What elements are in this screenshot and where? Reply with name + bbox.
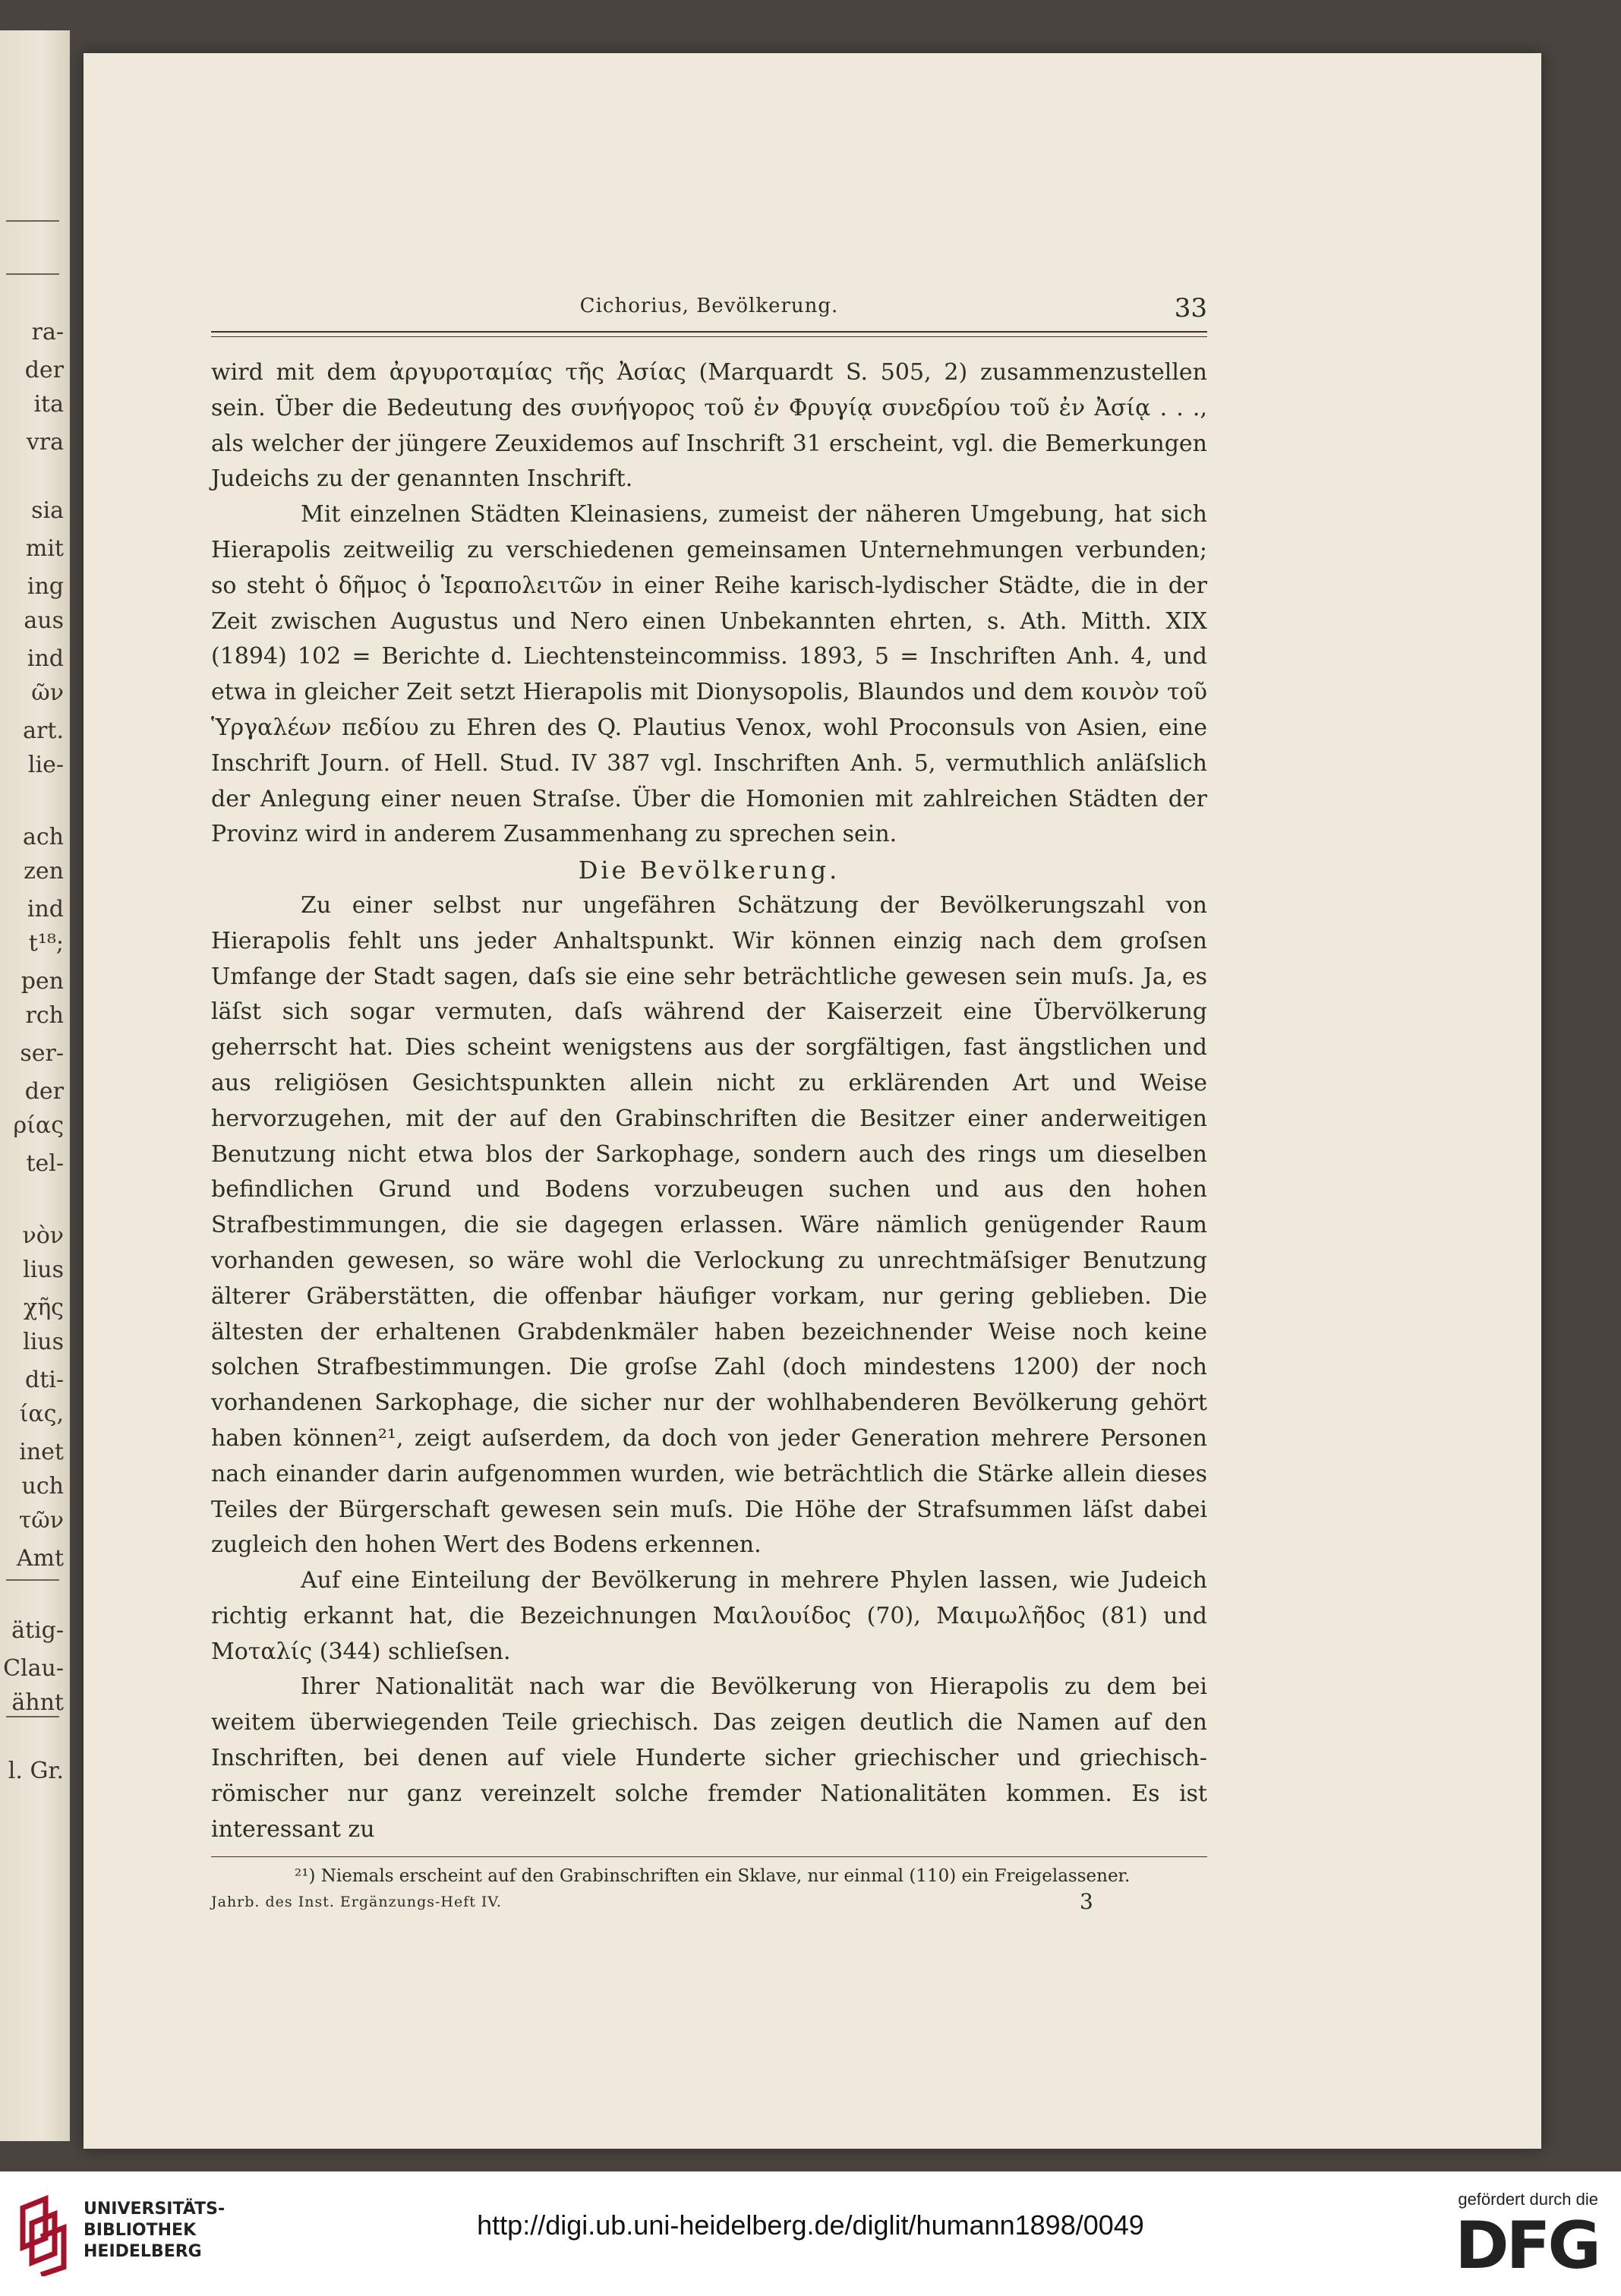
facing-page-fragment: der	[24, 357, 64, 383]
facing-page-fragment: χῆς	[24, 1295, 64, 1321]
facing-page-fragment: sia	[31, 497, 64, 524]
facing-page-fragment: aus	[24, 607, 64, 634]
facing-page-fragment: pen	[20, 968, 64, 995]
paragraph: Ihrer Nationalität nach war die Bevölkerung von Hierapolis zu dem bei weitem überwiegenden Teile griechisch. Das zeigen deutlich die Namen auf den Inschriften, bei denen auf viele Hunderte sicher griechischer und griechisch-römischer nur ganz vereinzelt solche fremder Nationalitäten kommen. Es ist interessant zu	[211, 1673, 1207, 1843]
facing-page-strip	[0, 30, 70, 2141]
page-number: 33	[1174, 293, 1207, 323]
sheet-signature	[211, 1891, 1207, 1916]
library-name-line: HEIDELBERG	[84, 2242, 202, 2261]
facing-page-fragment: ita	[33, 391, 64, 418]
facing-page-fragment: ind	[27, 896, 64, 922]
facing-page-fragment: ra-	[31, 319, 64, 345]
footnote-divider	[211, 1856, 1207, 1857]
facing-page-fragment: t¹⁸;	[28, 930, 64, 957]
facing-page-fragment: rch	[25, 1002, 64, 1029]
facing-page-fragment: ind	[27, 645, 64, 672]
library-name-line: UNIVERSITÄTS-	[84, 2200, 225, 2219]
paragraph: wird mit dem ἀργυροταμίας τῆς Ἀσίας (Marquardt S. 505, 2) zusammenzustellen sein. Über die Bedeutung des συνήγορος τοῦ ἐν Φρυγίᾳ συνεδρίου τοῦ ἐν Ἀσίᾳ . . ., als welcher der jüngere Zeuxidemos auf Inschrift 31 erscheint, vgl. die Bemerkungen Judeichs zu der genannten Inschrift.	[211, 359, 1207, 493]
facing-page-fragment: ach	[22, 824, 64, 850]
running-title: Cichorius, Bevölkerung.	[579, 295, 839, 317]
paragraph: Mit einzelnen Städten Kleinasiens, zumeist der näheren Umgebung, hat sich Hierapolis zeitweilig zu verschiedenen gemeinsamen Unternehmungen verbunden; so steht ὁ δῆμος ὁ Ἱεραπολειτῶν in einer Reihe karisch-lydischer Städte, die in der Zeit zwischen Augustus und Nero einen Unbekannten ehrten, s. Ath. Mitth. XIX (1894) 102 = Berichte d. Liechtensteincommiss. 1893, 5 = Inschriften Anh. 4, und etwa in gleicher Zeit setzt Hierapolis mit Dionysopolis, Blaundos und dem κοινὸν τοῦ Ὑργαλέων πεδίου zu Ehren des Q. Plautius Venox, wohl Proconsuls von Asien, eine Inschrift Journ. of Hell. Stud. IV 387 vgl. Inschriften Anh. 5, vermuthlich anläſslich der Anlegung einer neuen Straſse. Über die Homonien mit zahlreichen Städten der Provinz wird in anderem Zusammenhang zu sprechen sein.	[211, 501, 1207, 848]
facing-page-fragment: zen	[24, 858, 64, 885]
book-page	[84, 53, 1541, 2149]
source-url-link[interactable]: http://digi.ub.uni-heidelberg.de/diglit/humann1898/0049	[477, 2209, 1144, 2241]
facing-page-fragment: νὸν	[22, 1222, 64, 1249]
facing-page-fragment: ätig-	[11, 1617, 64, 1644]
page-content	[211, 289, 1207, 1916]
facing-page-fragment: ing	[27, 573, 64, 600]
dfg-logo-text: DFG	[1455, 2208, 1598, 2284]
paragraph: Zu einer selbst nur ungefähren Schätzung der Bevölkerungszahl von Hierapolis fehlt uns jeder Anhaltspunkt. Wir können einzig nach dem groſsen Umfange der Stadt sagen, daſs sie eine sehr beträchtliche gewesen sein muſs. Ja, es läſst sich sogar vermuten, daſs während der Kaiserzeit eine Übervölkerung geherrscht hat. Dies scheint wenigstens aus der sorgfältigen, fast ängstlichen und aus religiösen Gesichtspunkten allein nicht zu erklärenden Art und Weise hervorzugehen, mit der auf den Grabinschriften die Besitzer einer anderweitigen Benutzung nicht etwa blos der Sarkophage, sondern auch des rings um dieselben befindlichen Grund und Bodens vorzubeugen suchen und aus den hohen Strafbestimmungen, die sie dagegen erlassen. Wäre nämlich genügender Raum vorhanden gewesen, so wäre wohl die Verlockung zu unrechtmäſsiger Benutzung älterer Gräberstätten, die offenbar häufiger vorkam, nur gering geblieben. Die ältesten der erhaltenen Grabdenkmäler haben bezeichnender Weise noch keine solchen Strafbestimmungen. Die groſse Zahl (doch mindestens 1200) der noch vorhandenen Sarkophage, die sicher nur der wohlhabenderen Bevölkerung gehört haben können²¹, zeigt auſserdem, da doch von jeder Generation mehrere Personen nach einander darin aufgenommen wurden, wie beträchtlich die Stärke allein dieses Teiles der Bürgerschaft gewesen sein muſs. Die Höhe der Strafsummen läſst dabei zugleich den hohen Wert des Bodens erkennen.	[211, 891, 1207, 1559]
footnote: ²¹) Niemals erscheint auf den Grabinschriften ein Sklave, nur einmal (110) ein Freigelassener.	[295, 1866, 1131, 1887]
facing-page-fragment: lie-	[27, 752, 64, 778]
viewer-footer	[0, 2171, 1621, 2296]
facing-page-fragment: uch	[21, 1473, 64, 1500]
facing-page-rule	[6, 273, 59, 275]
facing-page-fragment: τῶν	[18, 1507, 64, 1534]
facing-page-fragment: ῶν	[31, 680, 64, 706]
facing-page-fragment: ίας,	[19, 1401, 64, 1427]
facing-page-fragment: tel-	[26, 1150, 64, 1177]
facing-page-fragment: lius	[23, 1329, 64, 1355]
facing-page-fragment: dti-	[25, 1367, 64, 1393]
library-name-line: BIBLIOTHEK	[84, 2221, 197, 2240]
facing-page-fragment: ser-	[20, 1040, 64, 1067]
facing-page-fragment: ρίας	[13, 1112, 64, 1139]
facing-page-fragment: mit	[25, 535, 64, 562]
facing-page-fragment: inet	[19, 1439, 64, 1465]
body-text	[211, 355, 1207, 1847]
facing-page-fragment: vra	[26, 429, 64, 456]
facing-page-rule	[6, 220, 59, 222]
signature-sheet-number: 3	[1080, 1889, 1093, 1915]
facing-page-fragment: Amt	[16, 1545, 64, 1572]
section-title: Die Bevölkerung.	[578, 856, 840, 885]
paragraph: Auf eine Einteilung der Bevölkerung in mehrere Phylen lassen, wie Judeich richtig erkannt hat, die Bezeichnungen Μαιλουίδος (70), Μαιμωλῆδος (81) und Μοταλίς (344) schlieſsen.	[211, 1567, 1207, 1665]
facing-page-rule	[6, 1716, 59, 1717]
facing-page-rule	[6, 1579, 59, 1581]
running-header	[211, 289, 1207, 333]
facing-page-fragment: l. Gr.	[8, 1758, 64, 1784]
facing-page-fragment: der	[24, 1078, 64, 1105]
funder-caption: gefördert durch die	[1458, 2190, 1598, 2209]
signature-text: Jahrb. des Inst. Ergänzungs-Heft IV.	[211, 1894, 502, 1911]
facing-page-fragment: ähnt	[11, 1689, 64, 1716]
facing-page-fragment: art.	[23, 718, 64, 744]
dfg-logo-icon[interactable]	[1439, 2208, 1598, 2284]
facing-page-fragment: lius	[23, 1257, 64, 1283]
facing-page-fragment: Clau-	[3, 1655, 64, 1682]
